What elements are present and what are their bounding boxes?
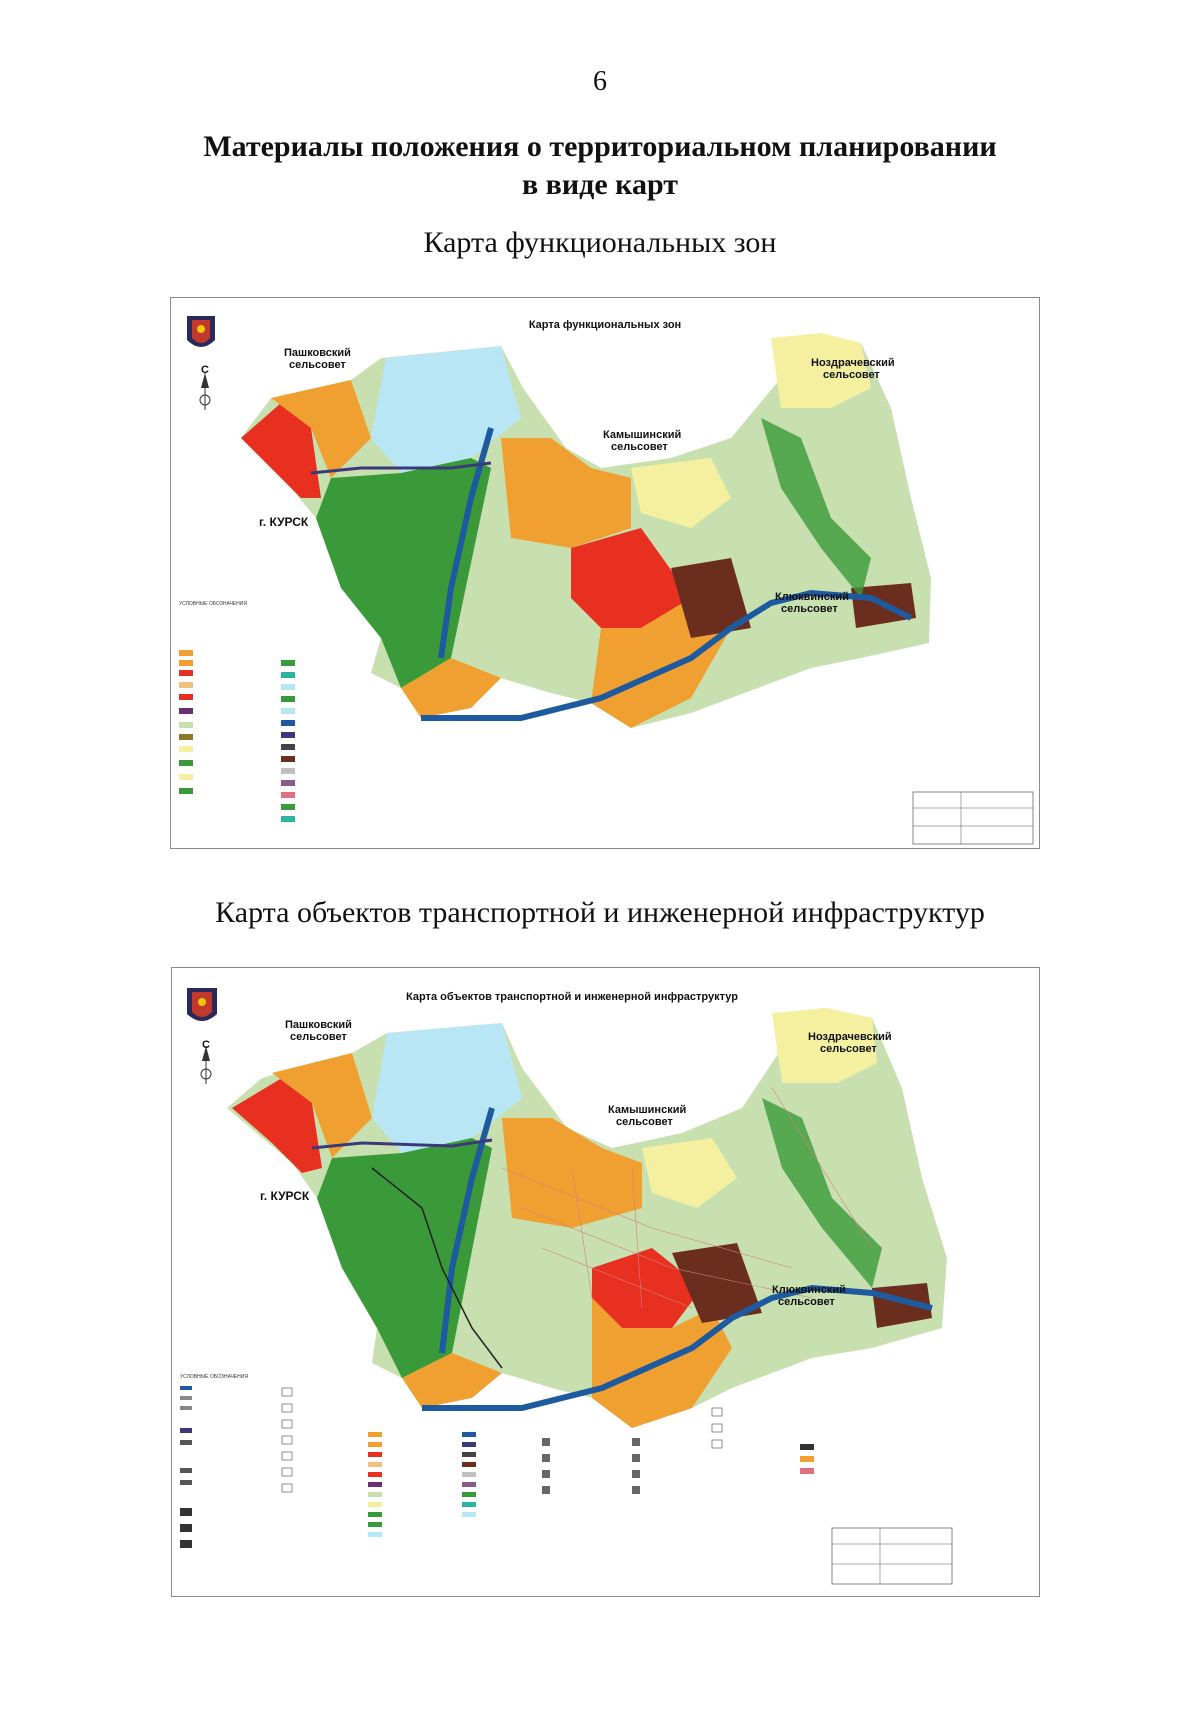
- map1-frame: [170, 297, 1040, 849]
- map1-kamyshinsky-line1: Камышинский: [603, 429, 682, 441]
- main-title-line2: в виде карт: [521, 168, 679, 201]
- map2-canvas: [172, 968, 1039, 1596]
- map2-nozdrachevsky-line1: Ноздрачевский: [808, 1031, 892, 1043]
- map1-nozdrachevsky-line1: Ноздрачевский: [811, 357, 895, 369]
- map2-city-label: г. КУРСК: [260, 1189, 310, 1203]
- map2-klyukvinsky-line1: Клюквинский: [772, 1284, 846, 1296]
- map2-emblem-icon: [187, 988, 217, 1021]
- map2-kamyshinsky-line2: сельсовет: [616, 1116, 673, 1128]
- map1-emblem-icon: [187, 316, 215, 347]
- map1-title-block: [913, 792, 1033, 844]
- map2-heading: Карта объектов транспортной и инженерной инфраструктур: [406, 991, 738, 1003]
- main-title: [0, 128, 1200, 204]
- map2-title-block: [832, 1528, 952, 1584]
- map1-city-label: г. КУРСК: [259, 515, 309, 529]
- map1-heading: Карта функциональных зон: [528, 319, 682, 331]
- map1-canvas: [171, 298, 1039, 848]
- map2-klyukvinsky-line2: сельсовет: [778, 1296, 835, 1308]
- map2-kamyshinsky-line1: Камышинский: [608, 1104, 687, 1116]
- map1-nozdrachevsky-line2: сельсовет: [823, 369, 880, 381]
- page-number: 6: [593, 66, 607, 97]
- map2-territory: [227, 1008, 947, 1428]
- map1-compass-icon: [200, 373, 210, 410]
- map1-legend: [179, 601, 295, 822]
- main-title-line1: Материалы положения о территориальном планировании: [203, 130, 997, 163]
- map2-legend-title: УСЛОВНЫЕ ОБОЗНАЧЕНИЯ: [180, 1374, 248, 1380]
- map1-kamyshinsky-line2: сельсовет: [611, 441, 668, 453]
- map2-nozdrachevsky-line2: сельсовет: [820, 1043, 877, 1055]
- map1-klyukvinsky-line2: сельсовет: [781, 603, 838, 615]
- map2-compass-icon: [201, 1046, 211, 1084]
- map2-pashkovsky-line1: Пашковский: [285, 1019, 352, 1031]
- map2-caption: Карта объектов транспортной и инженерной инфраструктур: [215, 896, 985, 929]
- map2-pashkovsky-line2: сельсовет: [290, 1031, 347, 1043]
- map2-compass-letter: С: [202, 1039, 210, 1051]
- map1-pashkovsky-line1: Пашковский: [284, 347, 351, 359]
- map1-caption: Карта функциональных зон: [423, 226, 777, 259]
- map2-legend: [180, 1374, 814, 1548]
- map1-pashkovsky-line2: сельсовет: [289, 359, 346, 371]
- map1-territory: [241, 333, 931, 728]
- map1-compass-letter: С: [201, 364, 209, 376]
- map1-legend-title: УСЛОВНЫЕ ОБОЗНАЧЕНИЯ: [179, 601, 247, 607]
- map2-frame: [171, 967, 1040, 1597]
- map1-klyukvinsky-line1: Клюквинский: [775, 591, 849, 603]
